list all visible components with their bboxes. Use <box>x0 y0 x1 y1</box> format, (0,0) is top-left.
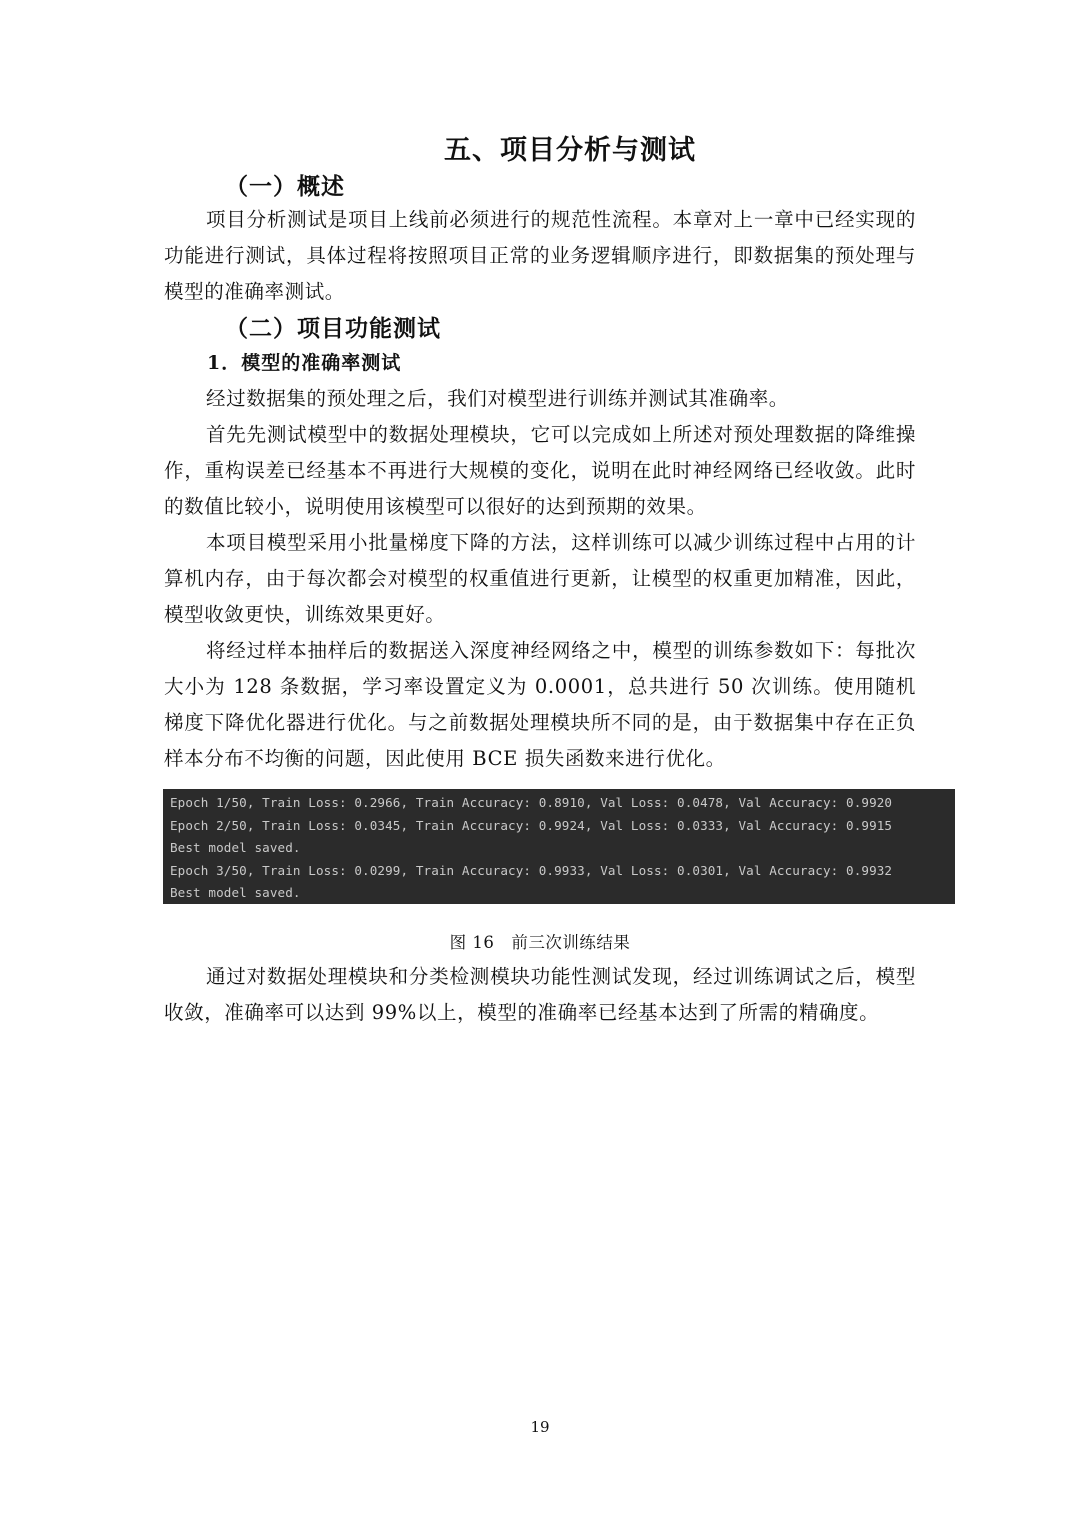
terminal-line: Epoch 3/50, Train Loss: 0.0299, Train Accuracy: 0.9933, Val Loss: 0.0301, Val Accuracy: 0.9932 <box>170 862 893 878</box>
chapter-title: 五、项目分析与测试 <box>444 135 696 166</box>
paragraph-data-module: 首先先测试模型中的数据处理模块，它可以完成如上所述对预处理数据的降维操作，重构误差已经基本不再进行大规模的变化，说明在此时神经网络已经收敛。此时的数值比较小，说明使用该模型可以很好的达到预期的效果。 <box>164 423 916 518</box>
page-number: 19 <box>530 1418 550 1436</box>
paragraph-training-intro: 经过数据集的预处理之后，我们对模型进行训练并测试其准确率。 <box>206 387 789 410</box>
training-log-terminal <box>163 789 955 904</box>
figure-caption: 图 16 前三次训练结果 <box>449 933 631 952</box>
overview-paragraph: 项目分析测试是项目上线前必须进行的规范性流程。本章对上一章中已经实现的功能进行测试，具体过程将按照项目正常的业务逻辑顺序进行，即数据集的预处理与模型的准确率测试。 <box>164 208 916 303</box>
terminal-line: Epoch 2/50, Train Loss: 0.0345, Train Accuracy: 0.9924, Val Loss: 0.0333, Val Accuracy: 0.9915 <box>170 817 893 833</box>
section-title-function-test: （二）项目功能测试 <box>225 315 441 342</box>
paragraph-training-params: 将经过样本抽样后的数据送入深度神经网络之中，模型的训练参数如下：每批次大小为 128 条数据，学习率设置定义为 0.0001，总共进行 50 次训练。使用随机梯度下降优化器进行优化。与之前数据处理模块所不同的是，由于数据集中存在正负样本分布不均衡的问题，因此使用 BCE 损失函数来进行优化。 <box>164 639 916 770</box>
terminal-line: Best model saved. <box>170 840 301 856</box>
paragraph-mini-batch: 本项目模型采用小批量梯度下降的方法，这样训练可以减少训练过程中占用的计算机内存，由于每次都会对模型的权重值进行更新，让模型的权重更加精准，因此，模型收敛更快，训练效果更好。 <box>164 531 916 626</box>
terminal-line: Epoch 1/50, Train Loss: 0.2966, Train Accuracy: 0.8910, Val Loss: 0.0478, Val Accuracy: 0.9920 <box>170 795 893 810</box>
subsection-title-accuracy-test: 1．模型的准确率测试 <box>207 352 402 374</box>
conclusion-paragraph: 通过对数据处理模块和分类检测模块功能性测试发现，经过训练调试之后，模型收敛，准确率可以达到 99%以上，模型的准确率已经基本达到了所需的精确度。 <box>164 965 916 1024</box>
terminal-line: Best model saved. <box>170 885 301 901</box>
section-title-overview: （一）概述 <box>225 173 345 200</box>
